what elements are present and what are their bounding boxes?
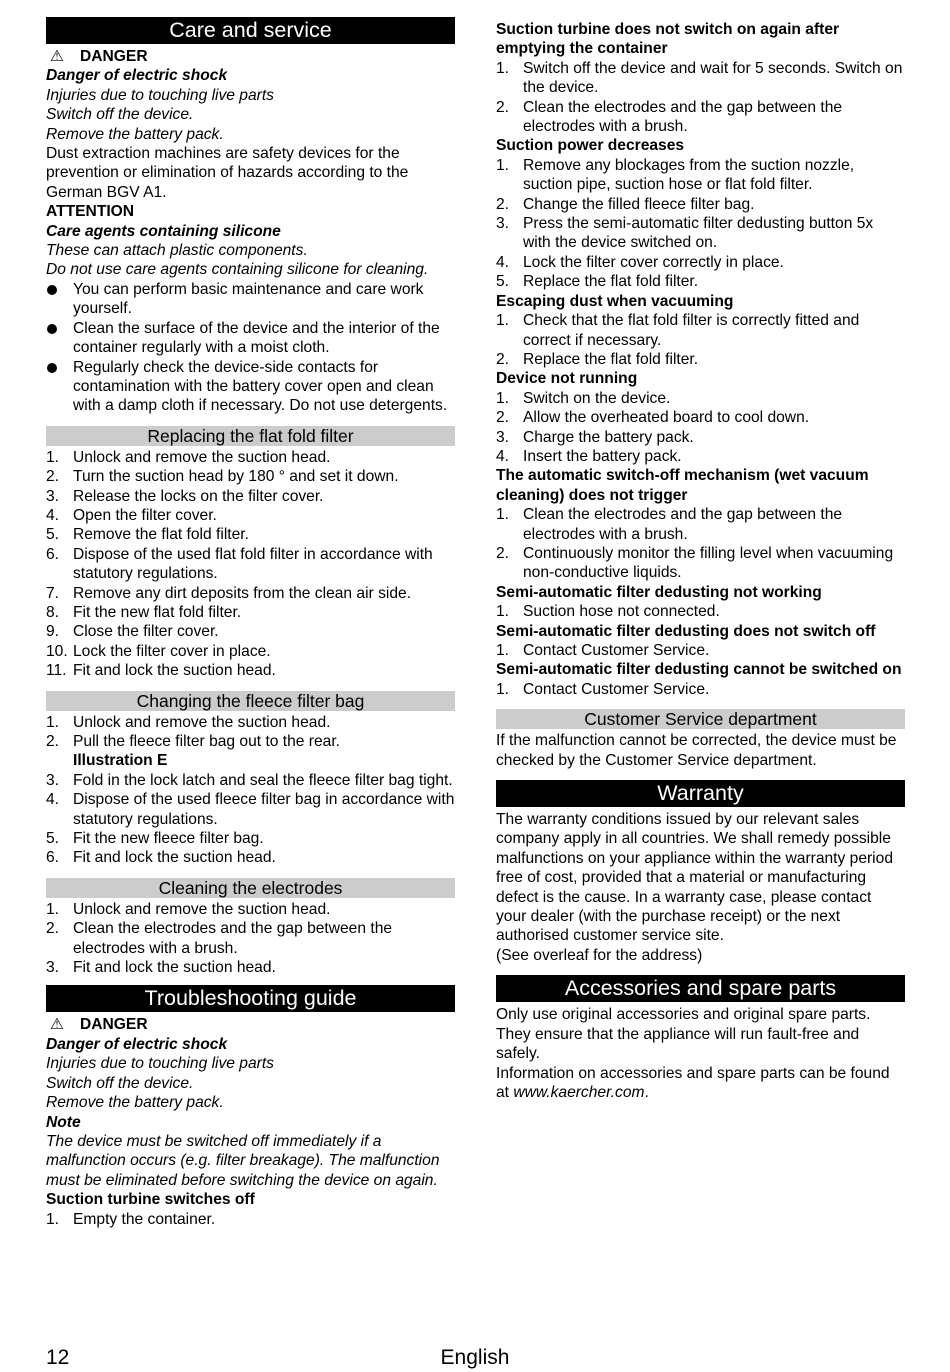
step-number: 1. <box>46 1210 60 1228</box>
group-step <box>496 544 905 583</box>
group-step <box>496 602 905 621</box>
filter-step <box>46 622 455 641</box>
group-step <box>496 641 905 660</box>
group-step <box>496 505 905 544</box>
care-bullet-text: You can perform basic maintenance and care work yourself. <box>73 280 424 318</box>
group-title: Semi-automatic filter dedusting does not switch off <box>496 622 876 640</box>
step-text: Fit and lock the suction head. <box>73 959 276 977</box>
fleece-step <box>46 771 455 790</box>
step-text: Pull the fleece filter bag out to the rear. <box>73 733 340 750</box>
warning-triangle-icon: ⚠ <box>50 48 64 65</box>
electrodes-heading: Cleaning the electrodes <box>46 878 455 898</box>
step-text: Turn the suction head by 180 ° and set it down. <box>73 468 399 486</box>
step-number: 1. <box>496 603 510 621</box>
group-steps <box>496 311 905 369</box>
group-steps <box>496 59 905 137</box>
step-text: Release the locks on the filter cover. <box>73 487 324 505</box>
electrodes-steps <box>46 900 455 978</box>
fleece-heading: Changing the fleece filter bag <box>46 691 455 711</box>
trouble-note-text: The device must be switched off immediately if a malfunction occurs (e.g. filter breakage). The malfunction must be eliminated before switching the device on again. <box>46 1132 440 1189</box>
care-bullet-text: Regularly check the device-side contacts for contamination with the battery cover open and clean with a damp cloth if necessary. Do not use detergents. <box>73 358 448 415</box>
group-title: Semi-automatic filter dedusting cannot be switched on <box>496 661 902 679</box>
care-heading: Care and service <box>46 17 455 44</box>
trouble-steps <box>46 1210 455 1229</box>
trouble-danger-line: Switch off the device. <box>46 1074 194 1092</box>
group-steps <box>496 641 905 660</box>
step-text: Fit the new flat fold filter. <box>73 603 242 621</box>
trouble-danger-label: DANGER <box>80 1016 148 1034</box>
filter-step <box>46 642 455 661</box>
group-step <box>496 408 905 427</box>
group-steps <box>496 505 905 583</box>
step-number: 1. <box>496 59 510 77</box>
step-number: 1. <box>496 312 510 330</box>
care-intro: Dust extraction machines are safety devices for the prevention or elimination of hazards according to the German BGV A1. <box>46 145 409 201</box>
electrodes-step <box>46 958 455 977</box>
step-text: Press the semi-automatic filter dedusting button 5x with the device switched on. <box>523 215 874 252</box>
fleece-step <box>46 732 455 771</box>
step-number: 6. <box>46 849 60 867</box>
step-number: 11. <box>46 662 67 680</box>
filter-steps <box>46 448 455 681</box>
step-number: 1. <box>46 448 60 466</box>
care-bullet <box>46 358 455 416</box>
step-text: Unlock and remove the suction head. <box>73 900 331 918</box>
step-number: 2. <box>496 544 510 562</box>
step-number: 3. <box>46 771 60 789</box>
group-step <box>496 59 905 98</box>
care-danger-label: DANGER <box>80 48 148 65</box>
group-title: Semi-automatic filter dedusting not working <box>496 583 822 601</box>
bullet-dot-icon <box>47 285 57 295</box>
step-text: Allow the overheated board to cool down. <box>523 409 810 427</box>
step-number: 10. <box>46 642 68 660</box>
step-number: 1. <box>496 642 510 659</box>
group-step <box>496 195 905 214</box>
group-steps <box>496 156 905 292</box>
left-column <box>46 17 455 1229</box>
fleece-steps <box>46 713 455 868</box>
care-danger-line: Remove the battery pack. <box>46 125 224 143</box>
step-number: 3. <box>496 215 510 233</box>
group-step <box>496 253 905 272</box>
step-number: 1. <box>46 900 60 918</box>
care-bullet-list <box>46 280 455 416</box>
warranty-text: The warranty conditions issued by our relevant sales company apply in all countries. We shall remedy possible malfunctions on your appliance within the warranty period free of cost, provided that a material or manufacturing defect is the cause. In a warranty case, please contact your dealer (with the purchase receipt) or the next authorised customer service site. <box>496 811 893 945</box>
step-text: Fit and lock the suction head. <box>73 662 276 680</box>
group-step <box>496 272 905 291</box>
step-text: Open the filter cover. <box>73 506 217 524</box>
filter-heading: Replacing the flat fold filter <box>46 426 455 446</box>
care-attention-line: These can attach plastic components. <box>46 242 308 260</box>
step-number: 1. <box>496 389 510 407</box>
step-number: 3. <box>46 959 60 977</box>
filter-step <box>46 487 455 506</box>
step-text: Contact Customer Service. <box>523 680 710 698</box>
step-number: 1. <box>46 713 60 731</box>
page-number: 12 <box>46 1346 70 1369</box>
care-attention-label: ATTENTION <box>46 203 135 221</box>
care-danger-row <box>46 47 455 66</box>
step-text: Lock the filter cover in place. <box>73 642 271 660</box>
electrodes-step <box>46 919 455 958</box>
filter-step <box>46 584 455 603</box>
step-text: Fold in the lock latch and seal the fleece filter bag tight. <box>73 771 453 789</box>
group-step <box>496 98 905 137</box>
electrodes-step <box>46 900 455 919</box>
step-text: Switch off the device and wait for 5 seconds. Switch on the device. <box>523 59 903 97</box>
warranty-address-note: (See overleaf for the address) <box>496 946 703 964</box>
step-number: 4. <box>496 253 510 271</box>
trouble-note-label: Note <box>46 1113 81 1131</box>
fleece-step <box>46 790 455 829</box>
group-step <box>496 214 905 253</box>
trouble-danger-line: Injuries due to touching live parts <box>46 1055 274 1073</box>
step-number: 4. <box>46 506 60 524</box>
illustration-reference: Illustration E <box>73 752 168 770</box>
fleece-step <box>46 848 455 867</box>
trouble-sub-title: Suction turbine switches off <box>46 1191 255 1209</box>
step-number: 7. <box>46 584 60 602</box>
group-title: Device not running <box>496 370 638 388</box>
step-number: 2. <box>496 350 510 368</box>
step-text: Switch on the device. <box>523 389 671 407</box>
filter-step <box>46 467 455 486</box>
accessories-info-end: . <box>644 1083 649 1101</box>
care-bullet <box>46 280 455 319</box>
filter-step <box>46 661 455 680</box>
care-bullet <box>46 319 455 358</box>
step-number: 3. <box>496 428 510 446</box>
step-text: Remove any dirt deposits from the clean air side. <box>73 584 412 602</box>
step-text: Close the filter cover. <box>73 623 219 641</box>
step-number: 1. <box>496 156 510 174</box>
step-number: 2. <box>46 733 60 750</box>
step-number: 2. <box>496 98 510 116</box>
warranty-heading: Warranty <box>496 780 905 807</box>
bullet-dot-icon <box>47 324 57 334</box>
step-number: 6. <box>46 545 60 563</box>
group-step <box>496 680 905 699</box>
step-number: 4. <box>46 791 60 809</box>
step-number: 5. <box>46 526 60 544</box>
step-number: 5. <box>46 830 60 848</box>
step-text: Contact Customer Service. <box>523 642 710 659</box>
step-text: Dispose of the used fleece filter bag in accordance with statutory regulations. <box>73 791 455 828</box>
step-number: 5. <box>496 273 510 291</box>
step-text: Lock the filter cover correctly in place. <box>523 253 784 271</box>
care-danger-line: Injuries due to touching live parts <box>46 86 274 104</box>
footer-language: English <box>440 1346 510 1369</box>
accessories-info <box>496 1064 905 1103</box>
care-danger-line: Switch off the device. <box>46 106 194 124</box>
trouble-danger-title: Danger of electric shock <box>46 1035 228 1053</box>
group-step <box>496 311 905 350</box>
filter-step <box>46 545 455 584</box>
group-step <box>496 350 905 369</box>
trouble-danger-line: Remove the battery pack. <box>46 1094 224 1112</box>
step-text: Continuously monitor the filling level when vacuuming non-conductive liquids. <box>523 544 894 582</box>
step-text: Unlock and remove the suction head. <box>73 448 331 466</box>
filter-step <box>46 448 455 467</box>
accessories-heading: Accessories and spare parts <box>496 975 905 1002</box>
step-text: Suction hose not connected. <box>523 603 720 621</box>
step-number: 8. <box>46 603 60 621</box>
step-text: Replace the flat fold filter. <box>523 350 699 368</box>
step-text: Clean the electrodes and the gap between the electrodes with a brush. <box>523 506 843 543</box>
care-attention-line: Do not use care agents containing silicone for cleaning. <box>46 261 429 279</box>
step-text: Fit and lock the suction head. <box>73 849 276 867</box>
fleece-step <box>46 713 455 732</box>
kaercher-link[interactable]: www.kaercher.com <box>513 1083 645 1101</box>
step-text: Charge the battery pack. <box>523 428 694 446</box>
trouble-danger-row <box>46 1015 455 1034</box>
step-number: 1. <box>496 506 510 524</box>
group-title: Suction power decreases <box>496 137 685 155</box>
group-step <box>496 389 905 408</box>
step-text: Dispose of the used flat fold filter in accordance with statutory regulations. <box>73 545 433 583</box>
customer-service-heading: Customer Service department <box>496 709 905 729</box>
fleece-step <box>46 829 455 848</box>
group-title: The automatic switch-off mechanism (wet vacuum cleaning) does not trigger <box>496 467 869 504</box>
step-text: Check that the flat fold filter is correctly fitted and correct if necessary. <box>523 312 860 349</box>
filter-step <box>46 525 455 544</box>
step-text: Replace the flat fold filter. <box>523 273 699 291</box>
step-number: 4. <box>496 447 510 465</box>
accessories-info-text: Information on accessories and spare parts can be found at <box>496 1064 890 1101</box>
group-title: Escaping dust when vacuuming <box>496 292 734 310</box>
step-number: 2. <box>496 195 510 213</box>
care-danger-title: Danger of electric shock <box>46 67 228 85</box>
trouble-step <box>46 1210 455 1229</box>
step-text: Fit the new fleece filter bag. <box>73 830 264 848</box>
troubleshooting-heading: Troubleshooting guide <box>46 985 455 1012</box>
group-steps <box>496 389 905 467</box>
group-step <box>496 428 905 447</box>
step-number: 2. <box>46 920 60 938</box>
step-number: 2. <box>496 409 510 427</box>
step-number: 1. <box>496 680 510 698</box>
care-bullet-text: Clean the surface of the device and the interior of the container regularly with a moist cloth. <box>73 319 440 357</box>
step-text: Empty the container. <box>73 1210 216 1228</box>
step-text: Remove any blockages from the suction nozzle, suction pipe, suction hose or flat fold filter. <box>523 156 855 194</box>
step-text: Remove the flat fold filter. <box>73 526 249 544</box>
bullet-dot-icon <box>47 363 57 373</box>
group-steps <box>496 602 905 621</box>
step-number: 9. <box>46 623 60 641</box>
group-step <box>496 156 905 195</box>
group-title: Suction turbine does not switch on again after emptying the container <box>496 21 840 58</box>
accessories-text: Only use original accessories and original spare parts. They ensure that the appliance will run fault-free and safely. <box>496 1006 871 1063</box>
step-text: Insert the battery pack. <box>523 447 682 465</box>
filter-step <box>46 603 455 622</box>
step-text: Clean the electrodes and the gap between the electrodes with a brush. <box>73 920 393 957</box>
right-column <box>496 20 905 1102</box>
care-attention-title: Care agents containing silicone <box>46 222 281 240</box>
step-text: Clean the electrodes and the gap between the electrodes with a brush. <box>523 98 843 136</box>
step-number: 3. <box>46 487 60 505</box>
warning-triangle-icon: ⚠ <box>50 1016 64 1034</box>
step-text: Change the filled fleece filter bag. <box>523 195 755 213</box>
customer-service-text: If the malfunction cannot be corrected, the device must be checked by the Customer Service department. <box>496 732 897 769</box>
group-step <box>496 447 905 466</box>
filter-step <box>46 506 455 525</box>
step-text: Unlock and remove the suction head. <box>73 713 331 731</box>
step-number: 2. <box>46 468 60 486</box>
group-steps <box>496 680 905 699</box>
